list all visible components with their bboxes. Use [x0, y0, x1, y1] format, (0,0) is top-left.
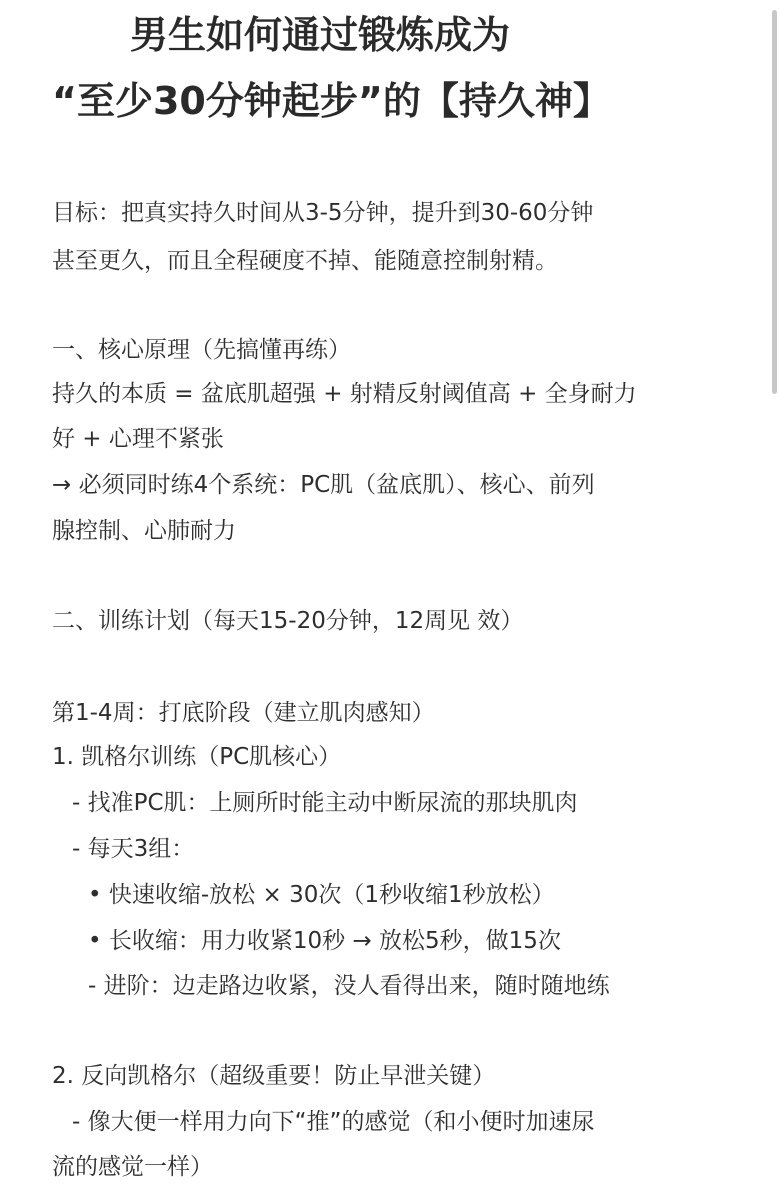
item-1-bullet-2: • 长收缩：用力收紧10秒 → 放松5秒，做15次	[88, 928, 561, 954]
section-1-heading: 一、核心原理（先搞懂再练）	[52, 337, 351, 363]
article-title-line-2: “至少30分钟起步”的【持久神】	[52, 79, 611, 123]
item-2-sub-2: 流的感觉一样）	[52, 1154, 213, 1180]
article-title-line-1: 男生如何通过锻炼成为	[130, 13, 511, 57]
item-2-title: 2. 反向凯格尔（超级重要！防止早泄关键）	[52, 1063, 496, 1089]
goal-line-2: 甚至更久，而且全程硬度不掉、能随意控制射精。	[52, 248, 558, 274]
section-2-heading: 二、训练计划（每天15-20分钟，12周见 效）	[52, 608, 524, 634]
item-2-sub-1: - 像大便一样用力向下“推”的感觉（和小便时加速尿	[72, 1109, 595, 1135]
vertical-scrollbar[interactable]	[772, 10, 777, 394]
item-1-bullet-1: • 快速收缩-放松 × 30次（1秒收缩1秒放松）	[88, 882, 555, 908]
item-1-bullet-3: - 进阶：边走路边收紧，没人看得出来，随时随地练	[88, 973, 610, 999]
item-1-sub-1: - 找准PC肌：上厕所时能主动中断尿流的那块肌肉	[72, 790, 578, 816]
section-1-line-2: 好 + 心理不紧张	[52, 426, 224, 452]
goal-line-1: 目标：把真实持久时间从3-5分钟，提升到30-60分钟	[52, 200, 594, 226]
section-1-line-1: 持久的本质 = 盆底肌超强 + 射精反射阈值高 + 全身耐力	[52, 381, 637, 407]
item-1-sub-2: - 每天3组：	[72, 836, 195, 862]
week-heading: 第1-4周：打底阶段（建立肌肉感知）	[52, 700, 435, 726]
item-1-title: 1. 凯格尔训练（PC肌核心）	[52, 744, 342, 770]
section-1-line-4: 腺控制、心肺耐力	[52, 518, 236, 544]
section-1-line-3: → 必须同时练4个系统：PC肌（盆底肌）、核心、前列	[52, 472, 595, 498]
